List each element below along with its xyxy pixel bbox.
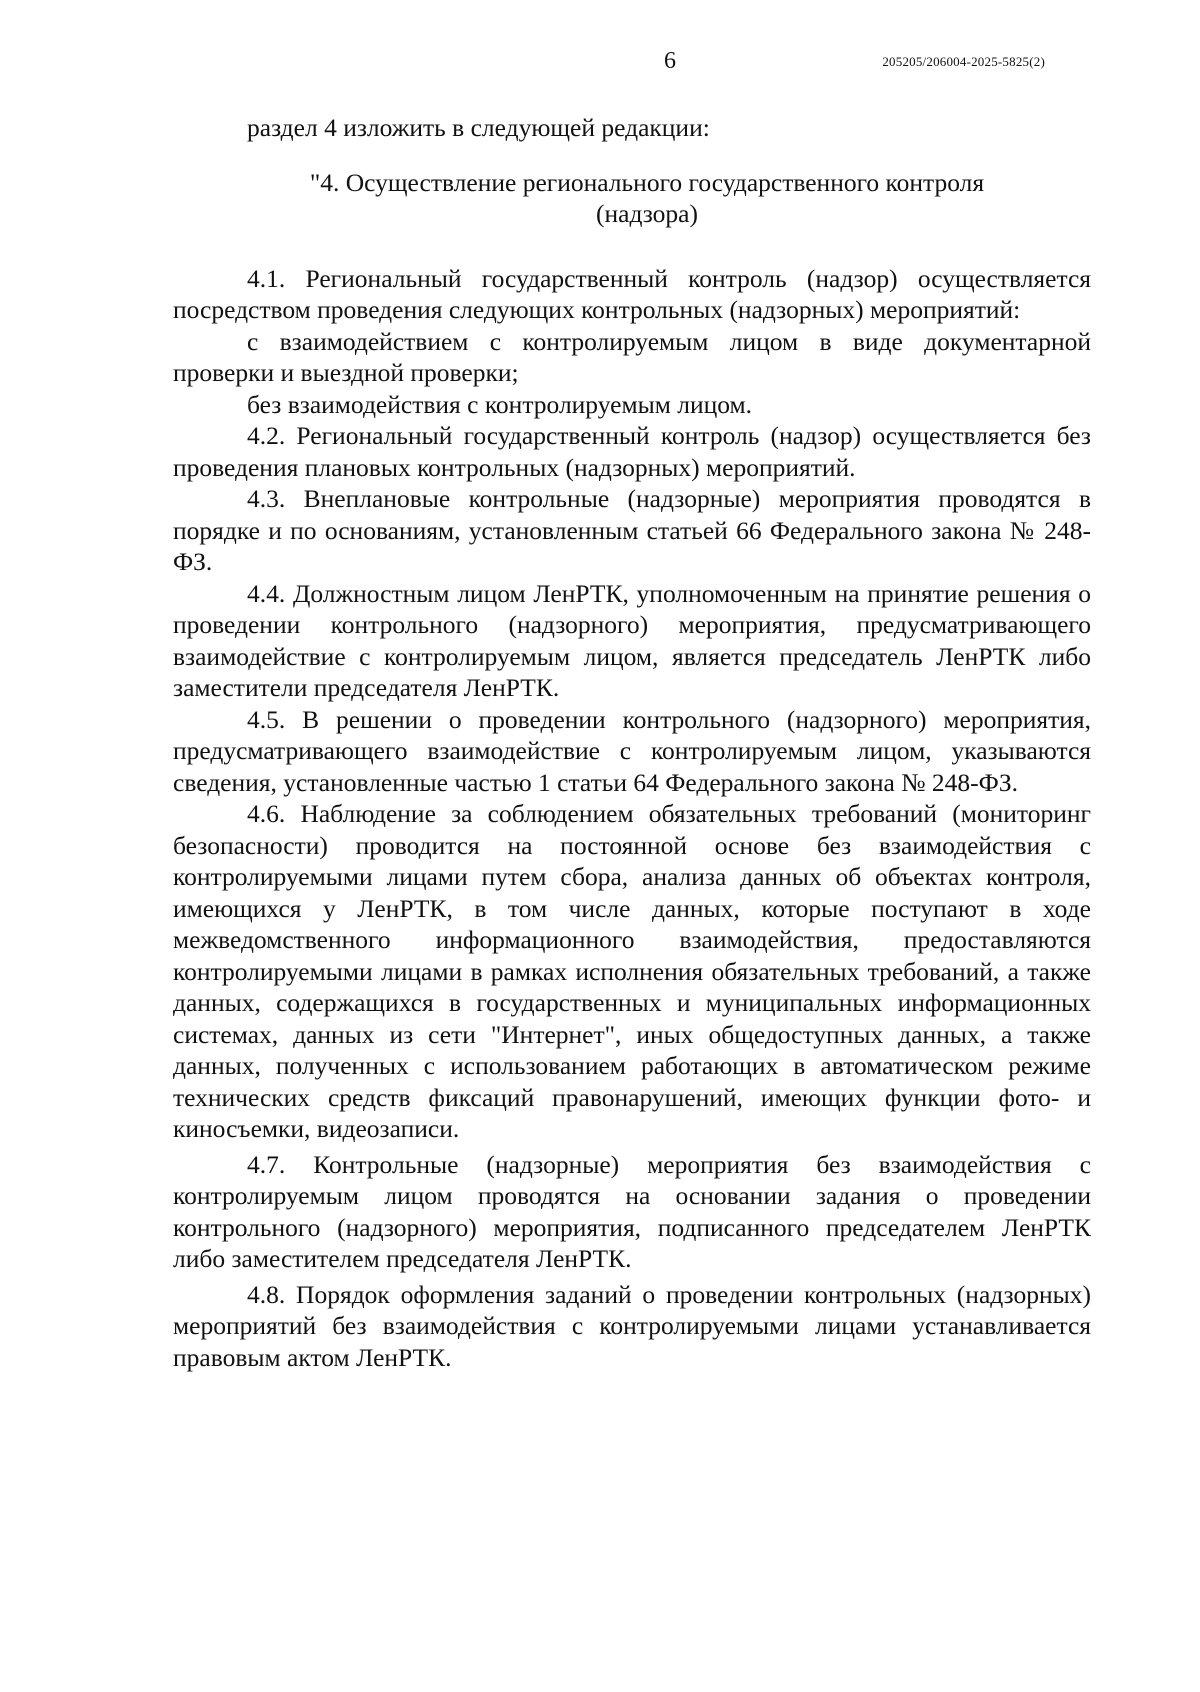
paragraph-4-1-item-2: без взаимодействия с контролируемым лицом. <box>247 389 753 419</box>
section-heading <box>173 167 1091 230</box>
paragraph-4-4: 4.4. Должностным лицом ЛенРТК, уполномоченным на принятие решения о проведении контрольного (надзорного) мероприятия, предусматривающего взаимодействие с контролируемым лицом, является председатель ЛенРТК либо заместители председателя ЛенРТК. <box>173 578 1091 702</box>
paragraph-4-1-item-1: с взаимодействием с контролируемым лицом в виде документарной проверки и выездной проверки; <box>173 326 1091 387</box>
section-heading-line-1: "4. Осуществление регионального государственного контроля <box>309 167 985 197</box>
intro-line: раздел 4 изложить в следующей редакции: <box>247 113 710 142</box>
section-heading-line-2: (надзора) <box>596 199 698 228</box>
paragraph-4-8: 4.8. Порядок оформления заданий о проведении контрольных (надзорных) мероприятий без взаимодействия с контролируемыми лицами устанавливается правовым актом ЛенРТК. <box>173 1279 1091 1372</box>
paragraph-4-2: 4.2. Региональный государственный контроль (надзор) осуществляется без проведения плановых контрольных (надзорных) мероприятий. <box>173 421 1091 482</box>
paragraph-4-7: 4.7. Контрольные (надзорные) мероприятия без взаимодействия с контролируемым лицом проводятся на основании задания о проведении контрольного (надзорного) мероприятия, подписанного председателем ЛенРТК либо заместителем председателя ЛенРТК. <box>173 1149 1091 1273</box>
document-body <box>173 112 1091 1373</box>
page-number: 6 <box>664 48 676 74</box>
paragraph-4-6: 4.6. Наблюдение за соблюдением обязательных требований (мониторинг безопасности) проводится на постоянной основе без взаимодействия с контролируемыми лицами путем сбора, анализа данных об объектах контроля, имеющихся у ЛенРТК, в том числе данных, которые поступают в ходе межведомственного информационного взаимодействия, предоставляются контролируемыми лицами в рамках исполнения обязательных требований, а также данных, содержащихся в государственных и муниципальных информационных системах, данных из сети "Интернет", иных общедоступных данных, а также данных, полученных с использованием работающих в автоматическом режиме технических средств фиксаций правонарушений, имеющих функции фото- и киносъемки, видеозаписи. <box>173 799 1091 1143</box>
paragraph-4-5: 4.5. В решении о проведении контрольного (надзорного) мероприятия, предусматривающего взаимодействие с контролируемым лицом, указываются сведения, установленные частью 1 статьи 64 Федерального закона № 248-ФЗ. <box>173 704 1091 797</box>
paragraph-4-3: 4.3. Внеплановые контрольные (надзорные) мероприятия проводятся в порядке и по основаниям, установленным статьей 66 Федерального закона № 248-ФЗ. <box>173 484 1091 576</box>
paragraph-4-1: 4.1. Региональный государственный контроль (надзор) осуществляется посредством проведения следующих контрольных (надзорных) мероприятий: <box>173 263 1091 324</box>
registration-number: 205205/206004-2025-5825(2) <box>882 54 1045 69</box>
